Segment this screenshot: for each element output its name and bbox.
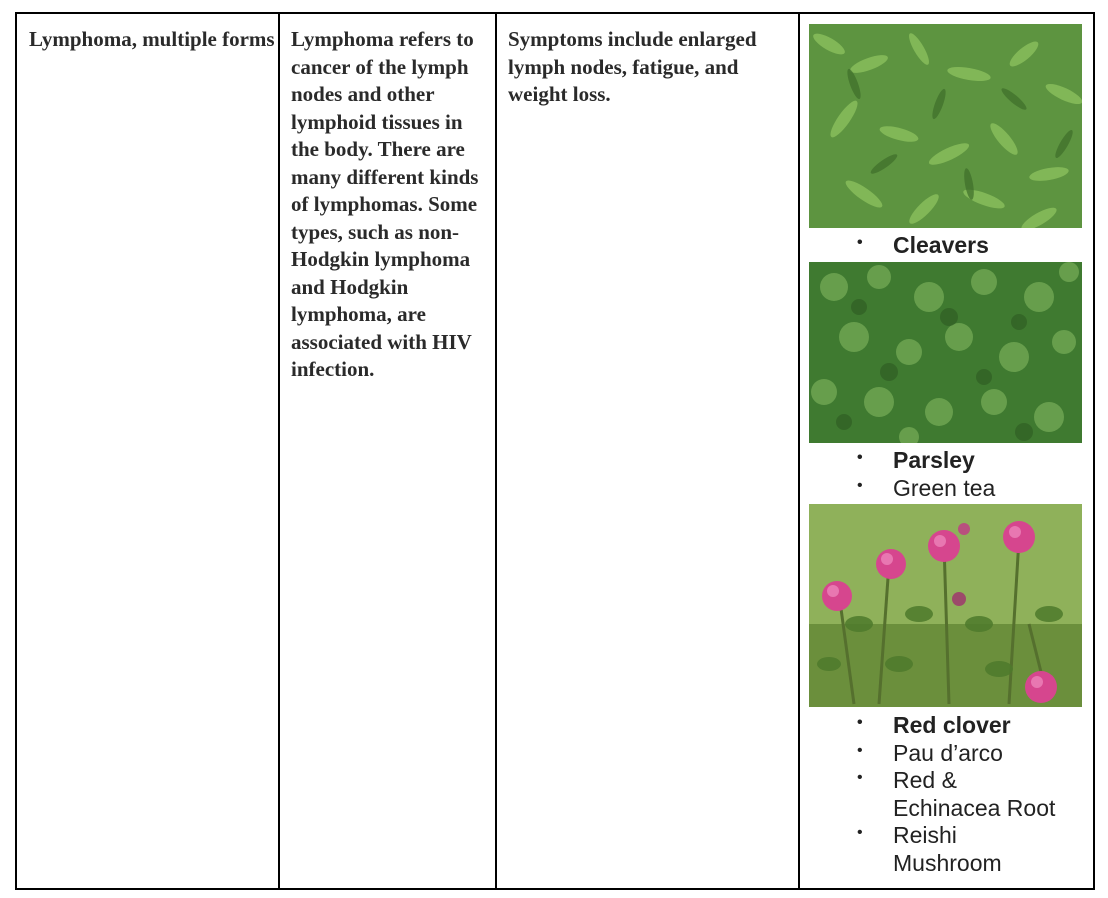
column-divider <box>798 14 800 888</box>
list-item: • Green tea <box>857 475 995 503</box>
list-item: • Pau d’arco <box>857 740 1057 768</box>
herb-list-2 <box>857 447 995 502</box>
list-item: • Red clover <box>857 712 1057 740</box>
list-item: • Parsley <box>857 447 995 475</box>
herb-table <box>15 12 1095 890</box>
cleavers-photo <box>809 24 1082 228</box>
description-cell: Lymphoma refers to cancer of the lymph nodes and other lymphoid tissues in the body. There are many different kinds of lymphomas. Some types, such as non-Hodgkin lymphoma and Hodgkin lymphoma, are associated with HIV infection. <box>291 27 479 381</box>
column-divider <box>278 14 280 888</box>
column-divider <box>495 14 497 888</box>
herb-list-1 <box>857 232 989 260</box>
red-clover-photo <box>809 504 1082 707</box>
herb-list-3 <box>857 712 1057 877</box>
condition-cell: Lymphoma, multiple forms <box>29 27 275 51</box>
symptoms-cell: Symptoms include enlarged lymph nodes, fatigue, and weight loss. <box>508 27 757 106</box>
list-item: • Cleavers <box>857 232 989 260</box>
parsley-photo <box>809 262 1082 443</box>
list-item: • Red & Echinacea Root <box>857 767 1057 822</box>
list-item: • Reishi Mushroom <box>857 822 1057 877</box>
